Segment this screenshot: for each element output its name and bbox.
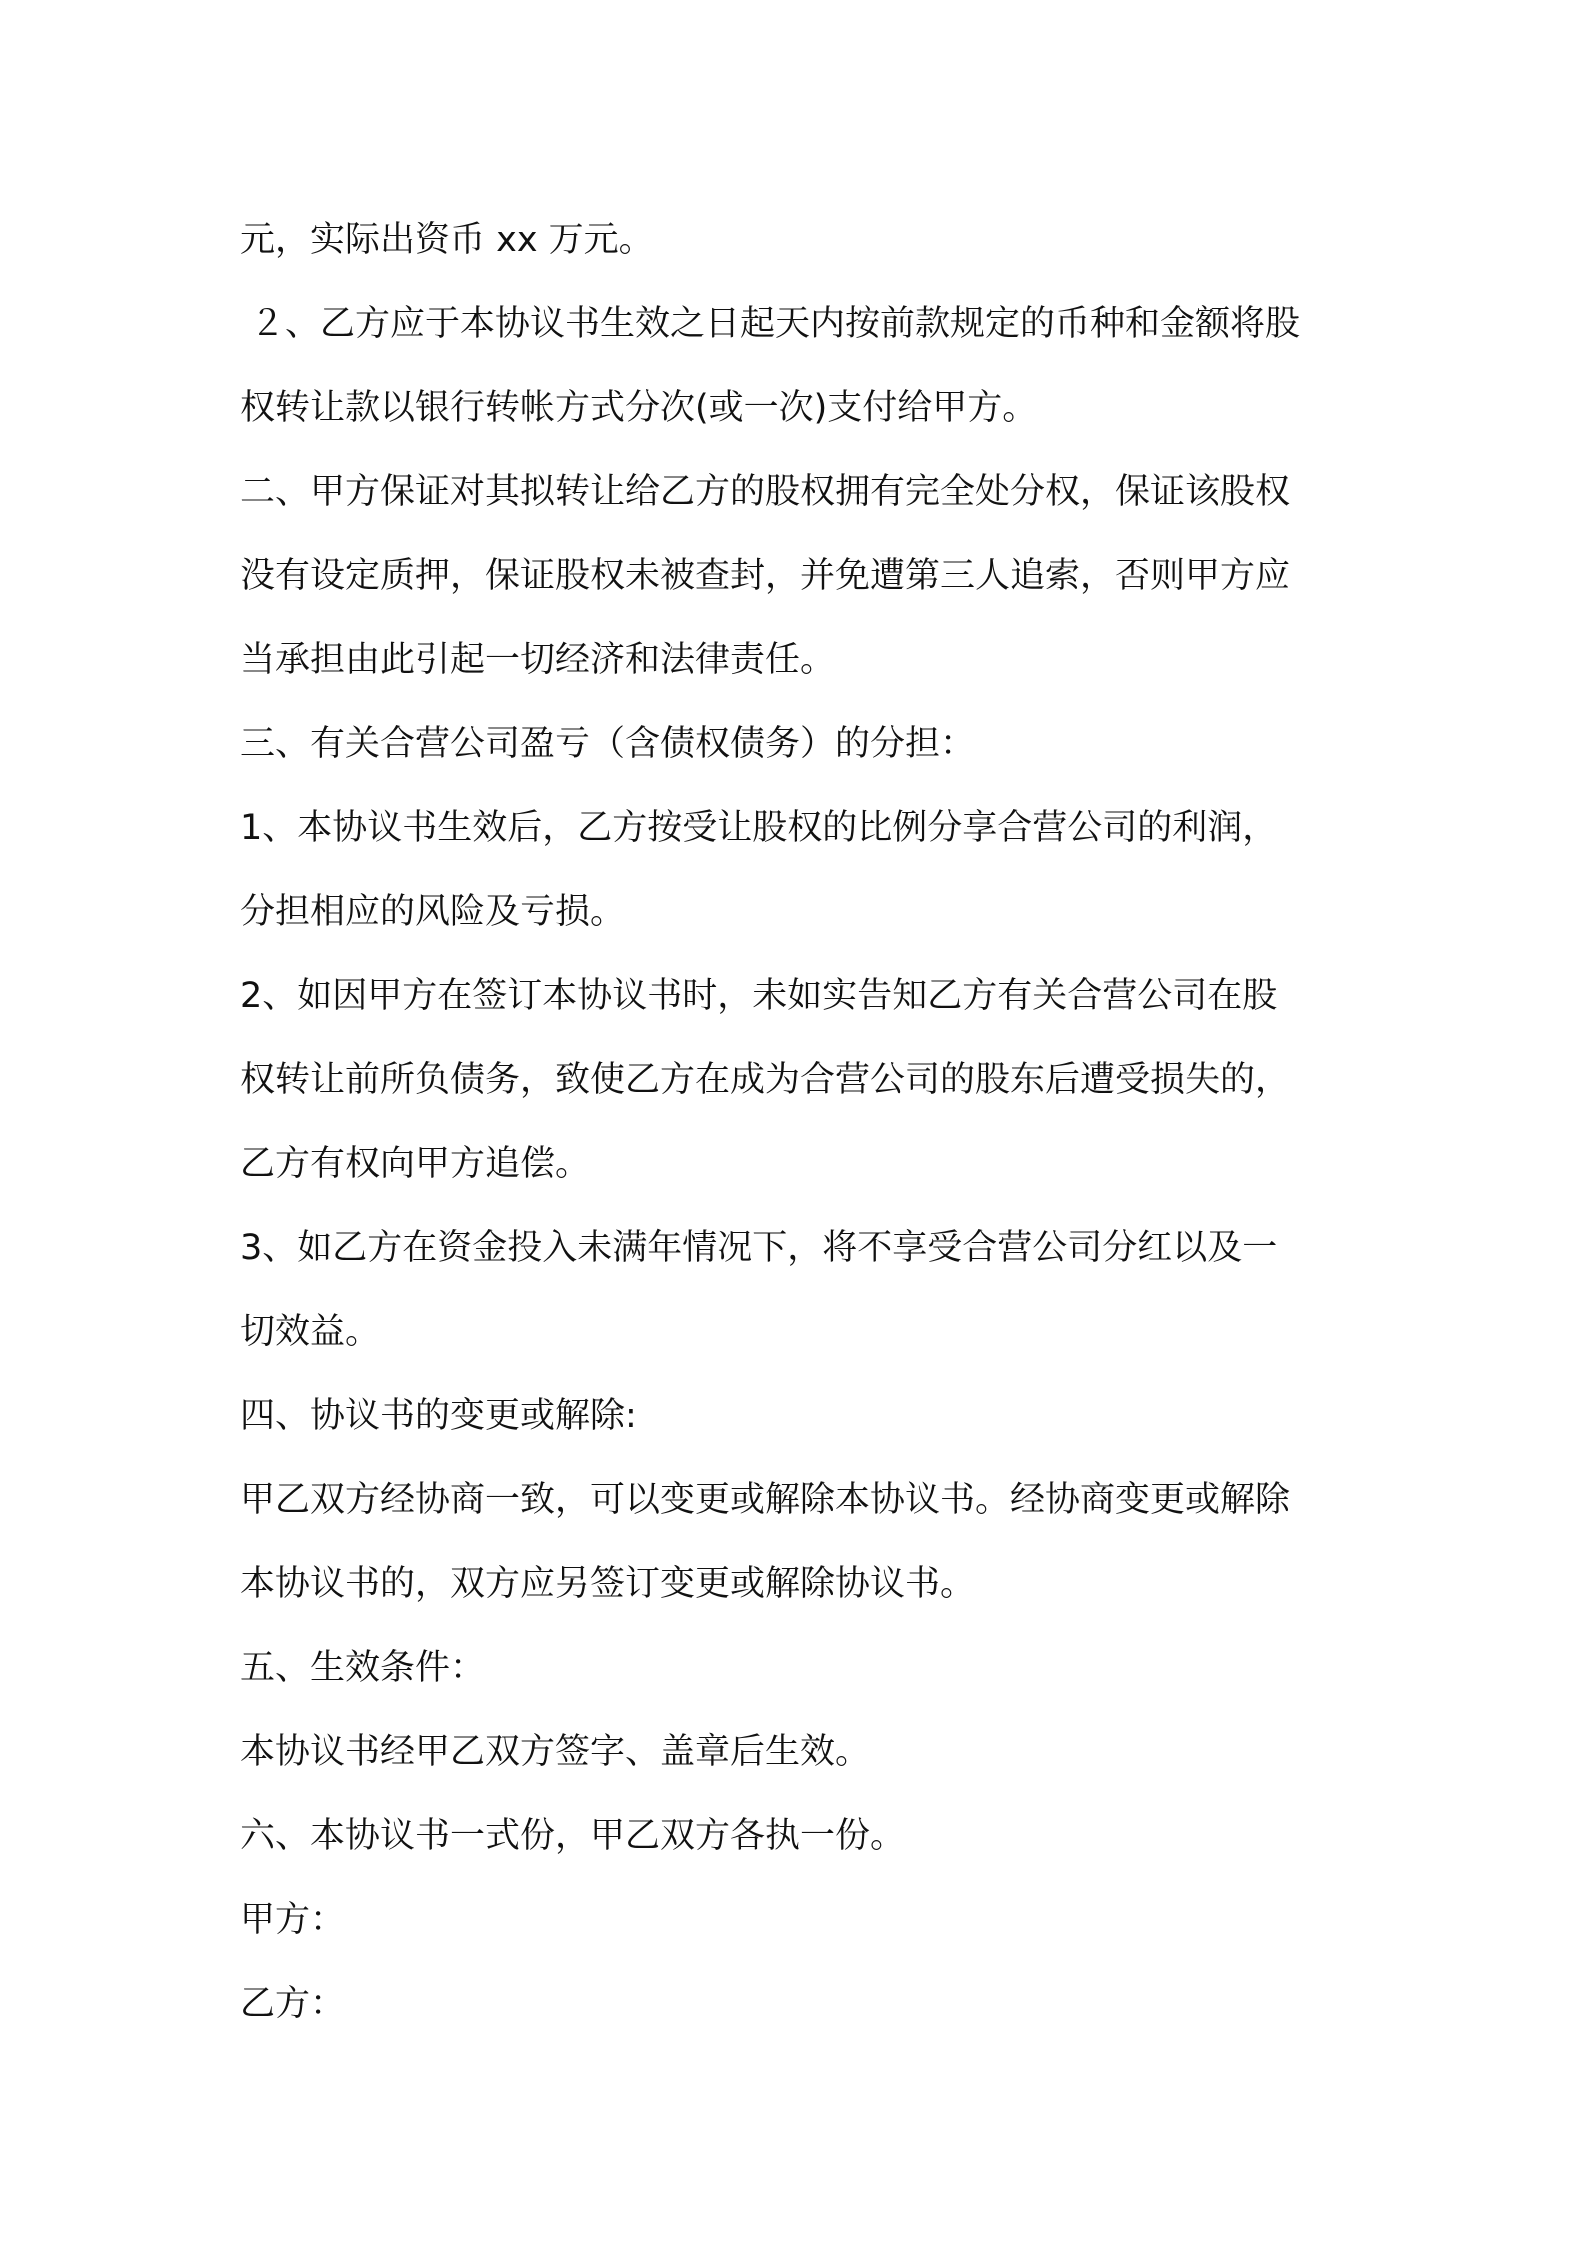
section-heading-4: 四、协议书的变更或解除: — [240, 1396, 637, 1436]
text-line: 权转让前所负债务，致使乙方在成为合营公司的股东后遭受损失的， — [240, 1060, 1291, 1100]
section-heading-5: 五、生效条件： — [240, 1648, 486, 1688]
section-heading-6: 六、本协议书一式份，甲乙双方各执一份。 — [240, 1816, 906, 1856]
text-line: 2、如因甲方在签订本协议书时，未如实告知乙方有关合营公司在股 — [240, 976, 1278, 1016]
document-body — [240, 198, 1360, 2046]
party-b-label: 乙方： — [240, 1984, 346, 2024]
text-line: 分担相应的风险及亏损。 — [240, 892, 626, 932]
text-line: 乙方有权向甲方追偿。 — [240, 1144, 591, 1184]
text-line: 切效益。 — [240, 1312, 381, 1352]
text-line: 1、本协议书生效后，乙方按受让股权的比例分享合营公司的利润， — [240, 808, 1278, 848]
section-heading-2: 二、甲方保证对其拟转让给乙方的股权拥有完全处分权，保证该股权 — [240, 472, 1291, 512]
text-line: 本协议书的，双方应另签订变更或解除协议书。 — [240, 1564, 976, 1604]
party-a-label: 甲方： — [240, 1900, 346, 1940]
text-line: 权转让款以银行转帐方式分次(或一次)支付给甲方。 — [240, 388, 1038, 428]
text-line: 3、如乙方在资金投入未满年情况下，将不享受合营公司分红以及一 — [240, 1228, 1278, 1268]
text-line: ２、乙方应于本协议书生效之日起天内按前款规定的币种和金额将股 — [250, 304, 1301, 344]
section-heading-3: 三、有关合营公司盈亏（含债权债务）的分担： — [240, 724, 976, 764]
text-line: 本协议书经甲乙双方签字、盖章后生效。 — [240, 1732, 871, 1772]
text-line: 没有设定质押，保证股权未被查封，并免遭第三人追索，否则甲方应 — [240, 556, 1291, 596]
text-line: 甲乙双方经协商一致，可以变更或解除本协议书。经协商变更或解除 — [240, 1480, 1291, 1520]
text-line: 元，实际出资币 xx 万元。 — [240, 220, 654, 260]
text-line: 当承担由此引起一切经济和法律责任。 — [240, 640, 836, 680]
